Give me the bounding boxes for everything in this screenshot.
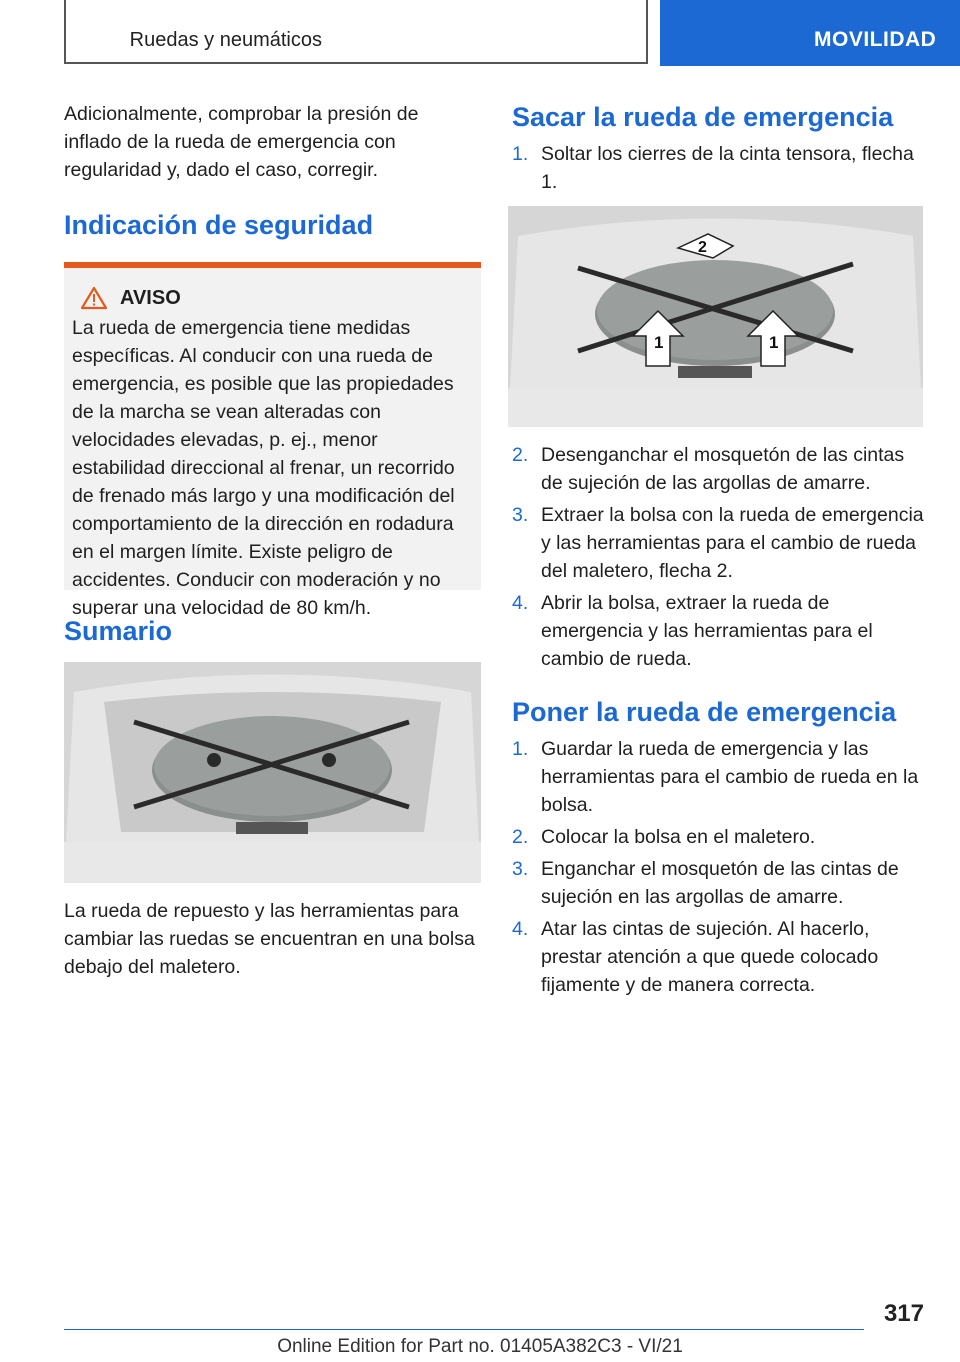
summary-paragraph: La rueda de repuesto y las herramientas para cambiar las ruedas se encuentran en una bolsa debajo del maletero.: [64, 900, 475, 978]
arrow-1-right-label: 1: [769, 333, 779, 352]
put-steps: [512, 735, 924, 999]
footer-edition: Online Edition for Part no. 01405A382C3 - VI/21: [277, 1336, 683, 1357]
list-item: [512, 735, 924, 819]
chapter-tab: MOVILIDAD: [660, 0, 960, 66]
step-number: 2.: [512, 826, 529, 848]
list-item: [512, 823, 924, 851]
step-number: 1.: [512, 143, 529, 165]
step-number: 3.: [512, 504, 529, 526]
list-item: [512, 855, 924, 911]
list-item: [512, 501, 924, 585]
step-number: 2.: [512, 444, 529, 466]
header-box: [64, 0, 648, 64]
warning-label: AVISO: [120, 286, 181, 309]
step-number: 3.: [512, 858, 529, 880]
step-text: Atar las cintas de sujeción. Al hacerlo, prestar atención a que quede colocado fijamente y de manera correcta.: [541, 918, 879, 996]
section-title: Ruedas y neumáticos: [129, 29, 322, 51]
list-item: [512, 915, 924, 999]
trunk-overview-figure: [64, 662, 481, 883]
left-column: [64, 100, 481, 981]
step-text: Soltar los cierres de la cinta tensora, flecha 1.: [541, 143, 914, 193]
step-text: Colocar la bolsa en el maletero.: [541, 826, 816, 848]
arrow-2-label: 2: [698, 239, 707, 256]
step-number: 4.: [512, 918, 529, 940]
step-text: Desenganchar el mosquetón de las cintas de sujeción de las argollas de amarre.: [541, 444, 905, 494]
step-number: 1.: [512, 738, 529, 760]
step-text: Guardar la rueda de emergencia y las herramientas para el cambio de rueda en la bolsa.: [541, 738, 919, 816]
safety-heading: Indicación de seguridad: [64, 210, 374, 240]
summary-heading: Sumario: [64, 616, 173, 646]
warning-header: [72, 286, 473, 310]
list-item: [512, 441, 924, 497]
step-text: Extraer la bolsa con la rueda de emergencia y las herramientas para el cambio de rueda del maletero, flecha 2.: [541, 504, 924, 582]
remove-steps-first: [512, 140, 924, 196]
intro-paragraph: Adicionalmente, comprobar la presión de inflado de la rueda de emergencia con regularidad y, dado el caso, corregir.: [64, 103, 419, 181]
footer-divider: [64, 1329, 864, 1330]
warning-text: La rueda de emergencia tiene medidas específicas. Al conducir con una rueda de emergencia, es posible que las propiedades de la marcha se vean alteradas con velocidades elevadas, p. ej., menor estabilidad direccional al frenar, un recorrido de frenado más largo y una modificación del comportamiento de la dirección en rodadura en el margen límite. Existe peligro de accidentes. Conducir con moderación y no superar una velocidad de 80 km/h.: [72, 317, 455, 619]
arrow-1-left-label: 1: [654, 333, 664, 352]
put-heading: Poner la rueda de emergencia: [512, 697, 897, 727]
trunk-arrows-figure: [508, 206, 923, 427]
remove-steps-rest: [512, 441, 924, 673]
remove-heading: Sacar la rueda de emergencia: [512, 102, 894, 132]
step-number: 4.: [512, 592, 529, 614]
step-text: Enganchar el mosquetón de las cintas de sujeción en las argollas de amarre.: [541, 858, 899, 908]
list-item: [512, 589, 924, 673]
list-item: [512, 140, 924, 196]
warning-box: [64, 262, 481, 619]
warning-icon: [80, 286, 108, 310]
step-text: Abrir la bolsa, extraer la rueda de emergencia y las herramientas para el cambio de rueda.: [541, 592, 873, 670]
page-number: 317: [883, 1300, 924, 1327]
right-column: [512, 100, 924, 1003]
